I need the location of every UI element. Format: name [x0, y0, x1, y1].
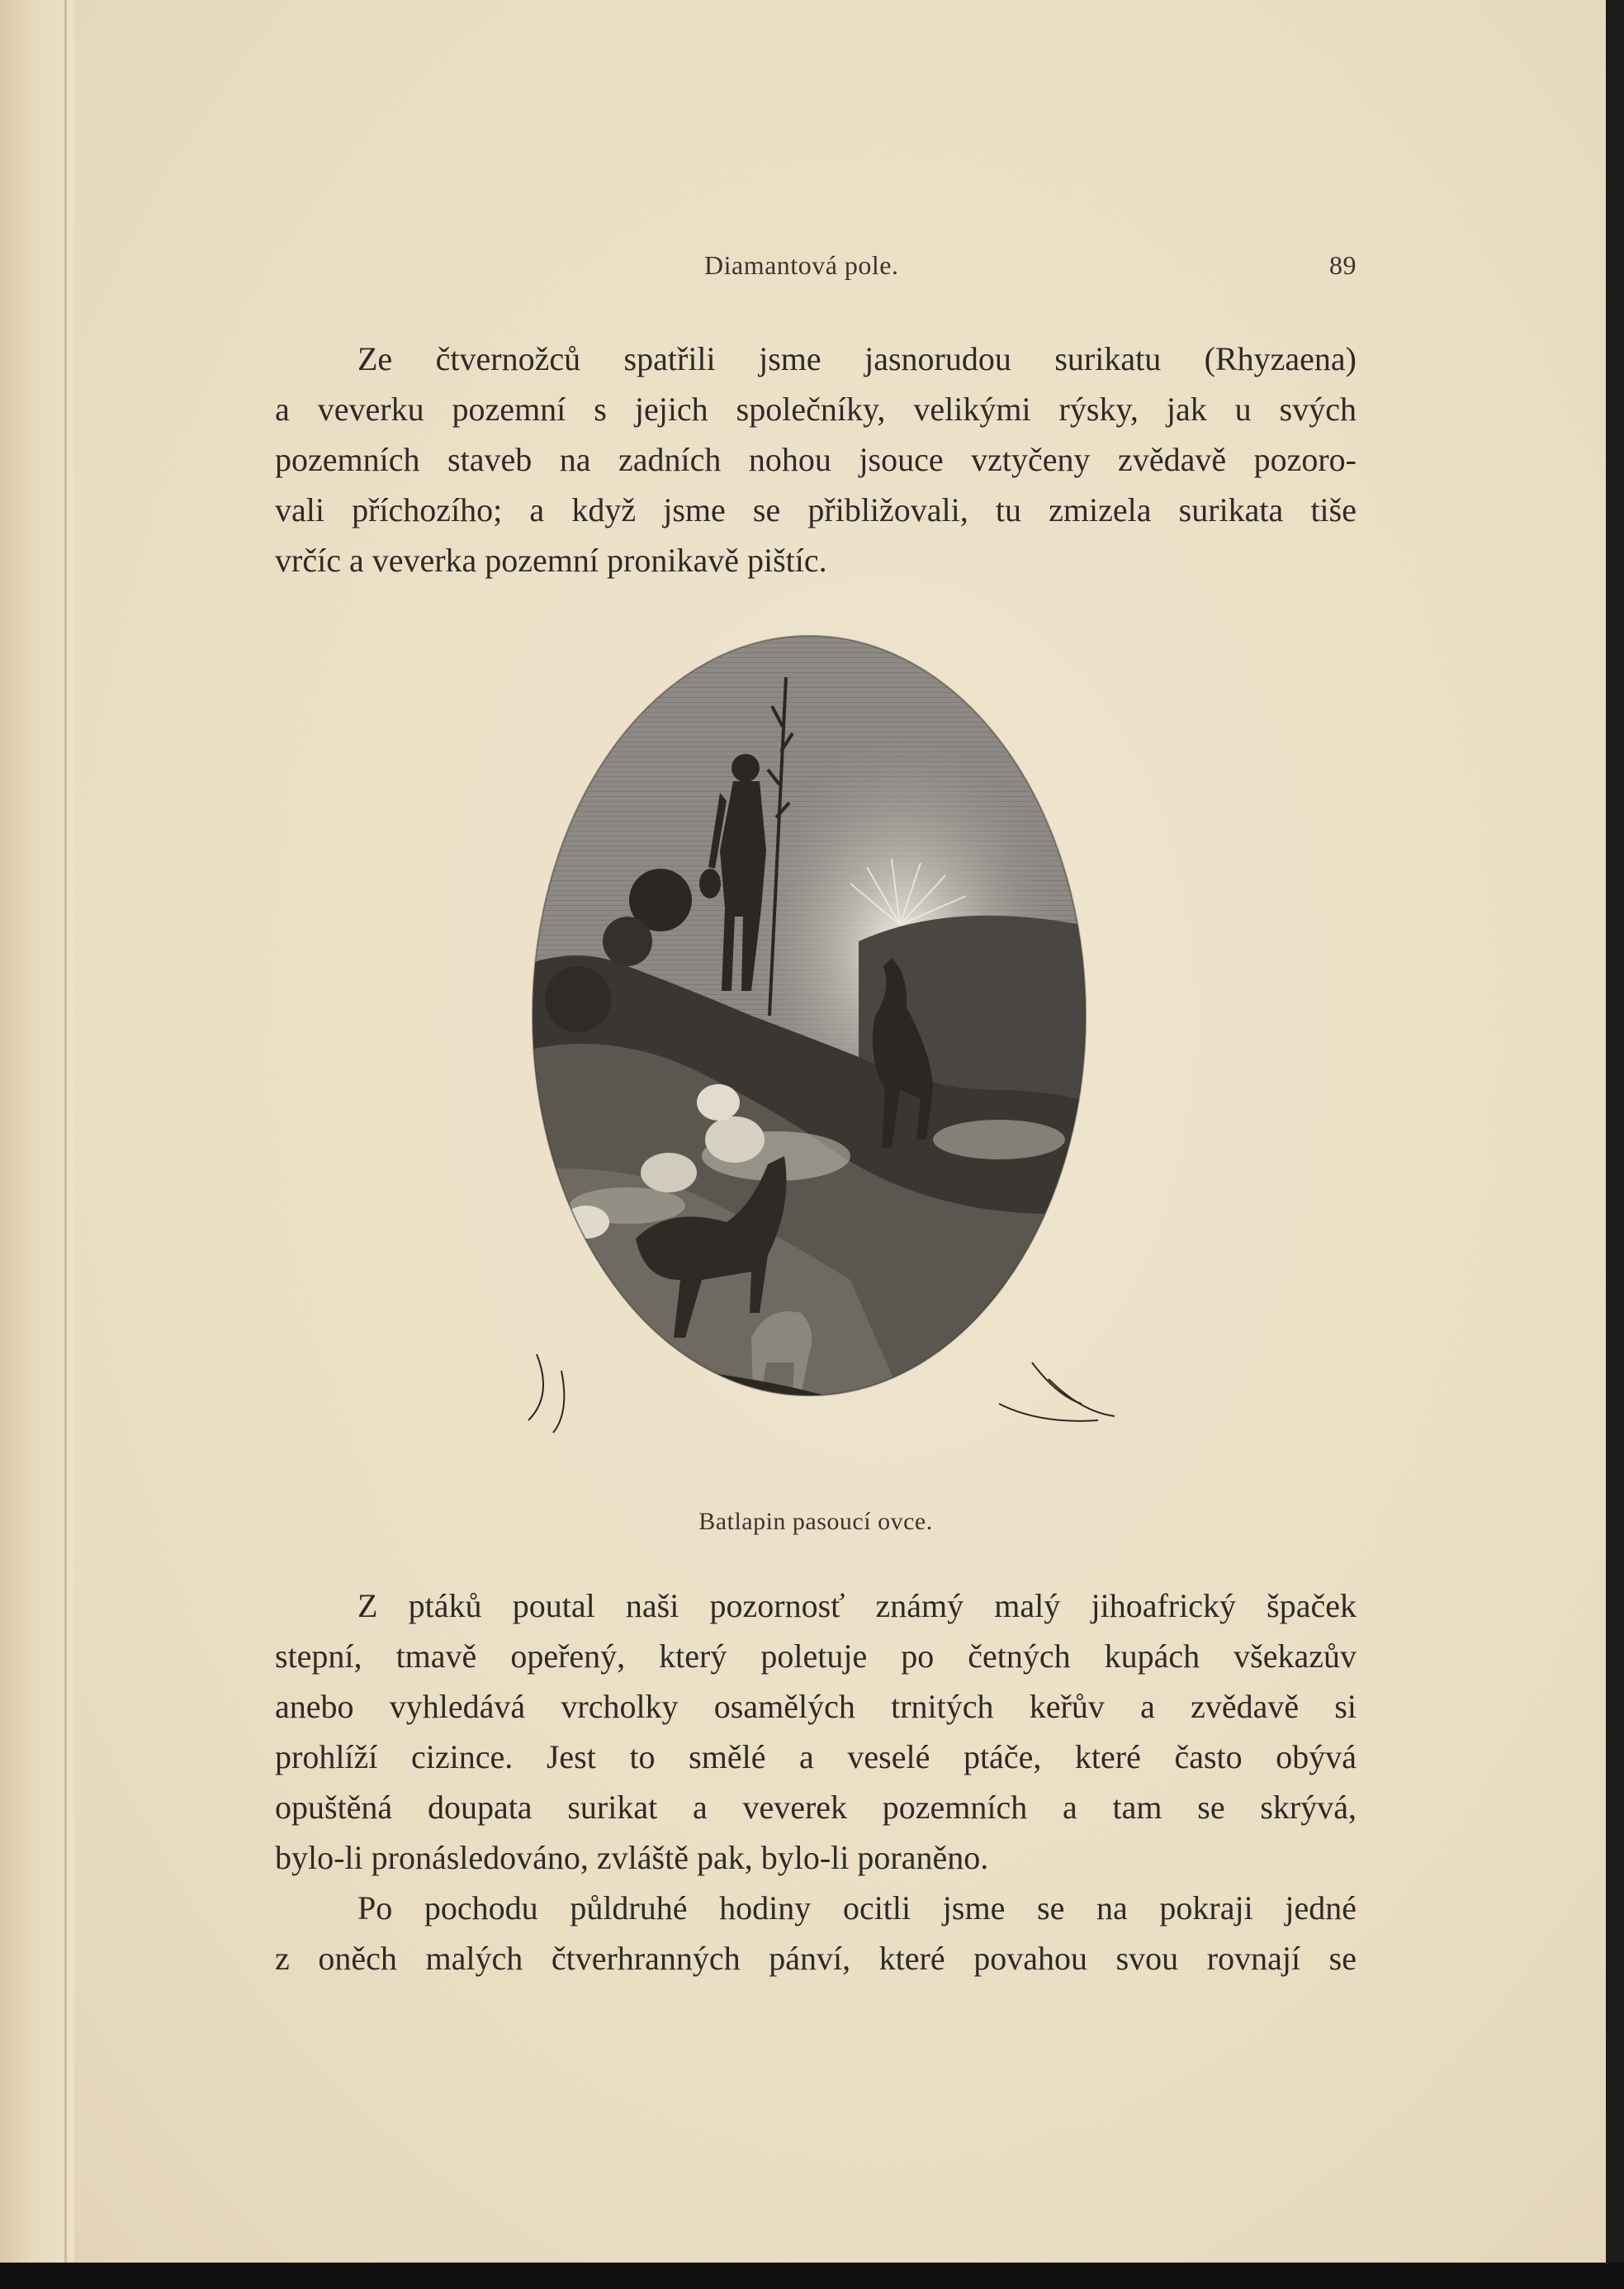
text-line: a veverku pozemní s jejich společníky, velikými rýsky, jak u svých — [275, 391, 1356, 428]
running-head-title: Diamantová pole. — [704, 250, 899, 280]
text-line: prohlíží cizince. Jest to smělé a veselé ptáče, které často obývá — [275, 1738, 1356, 1775]
book-spine-shadow — [0, 0, 74, 2263]
page-number: 89 — [1329, 250, 1356, 280]
text-line: z oněch malých čtverhranných pánví, které povahou svou rovnají se — [275, 1940, 1356, 1977]
text-line: bylo-li pronásledováno, zvláště pak, bylo-li poraněno. — [275, 1839, 989, 1876]
text-line: Z ptáků poutal naši pozornosť známý malý jihoafrický špaček — [357, 1587, 1356, 1624]
text-line: opuštěná doupata surikat a veverek pozemních a tam se skrývá, — [275, 1789, 1356, 1826]
text-line: Ze čtvernožců spatřili jsme jasnorudou surikatu (Rhyzaena) — [357, 340, 1356, 377]
text-line: stepní, tmavě opeřený, který poletuje po četných kupách všekazův — [275, 1637, 1356, 1675]
running-head — [275, 250, 1356, 287]
paragraph-1 — [275, 334, 1356, 585]
figure-caption: Batlapin pasoucí ovce. — [698, 1508, 933, 1535]
text-line: anebo vyhledává vrcholky osamělých trnitých keřův a zvědavě si — [275, 1688, 1356, 1725]
paragraph-2 — [275, 1580, 1356, 1883]
illustration-shepherd-with-sheep — [504, 628, 1148, 1470]
paragraph-3 — [275, 1883, 1356, 1983]
text-line: vrčíc a veverka pozemní pronikavě pištíc. — [275, 542, 827, 579]
text-line: vali příchozího; a když jsme se přibližovali, tu zmizela surikata tiše — [275, 491, 1356, 528]
scan-border-bottom — [0, 2263, 1624, 2289]
text-line: pozemních staveb na zadních nohou jsouce vztyčeny zvědavě pozoro- — [275, 441, 1356, 478]
text-line: Po pochodu půldruhé hodiny ocitli jsme se na pokraji jedné — [357, 1889, 1356, 1926]
scan-border-right — [1606, 0, 1624, 2289]
gutter-line — [64, 0, 67, 2263]
